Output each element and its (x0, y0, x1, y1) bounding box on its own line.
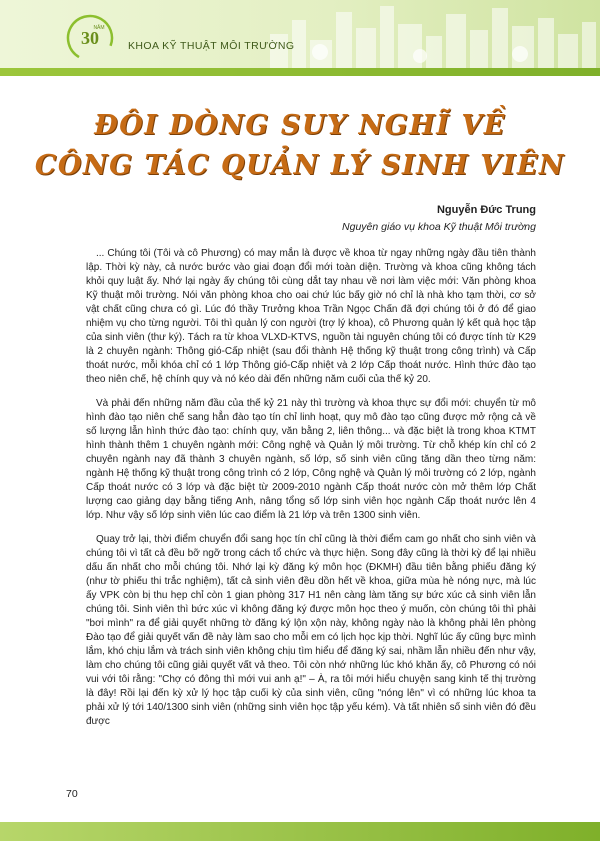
article-title-line2: CÔNG TÁC QUẢN LÝ SINH VIÊN (34, 150, 566, 181)
article-body (86, 247, 536, 739)
anniversary-logo-icon (66, 14, 114, 62)
article-author: Nguyễn Đức Trung (436, 204, 536, 216)
header-accent-bar (0, 68, 600, 76)
svg-text:30: 30 (81, 28, 99, 48)
footer-accent-bar (0, 822, 600, 841)
body-paragraph-2: Và phải đến những năm đầu của thế kỷ 21 này thì trường và khoa thực sự đổi mới: chuyển từ mô hình đào tạo niên chế sang hẳn đào tạo tín chỉ linh hoạt, quy mô đào tạo cũng được mở rộng cả về số lượng lẫn hình thức đào tạo: chính quy, văn bằng 2, liên thông... và đặc biệt là trong khoa KTMT hình thành thêm 1 chuyên ngành mới: Công nghệ và Quản lý môi trường. Từ chỗ khép kín chỉ có 2 chuyên ngành nay đã thành 3 chuyên ngành, số lớp, số sinh viên cũng tăng dần theo từng năm: ngành Hệ thống kỹ thuật trong công trình có 2 lớp, Công nghệ và Quản lý môi trường có 2 lớp, ngành Cấp thoát nước có 3 lớp và đặc biệt từ 2009-2010 ngành Cấp thoát nước còn mở thêm lớp Chất lượng cao giảng dạy bằng tiếng Anh, nâng tổng số lớp sinh viên học ngành Cấp thoát nước lên 4 lớp. Như vậy số lớp sinh viên lúc cao điểm là 21 lớp và trên 1300 sinh viên. (86, 398, 536, 521)
city-skyline-decoration (260, 0, 600, 70)
body-paragraph-1: ... Chúng tôi (Tôi và cô Phương) có may mắn là được về khoa từ ngay những ngày đầu tiên thành lập. Thời kỳ này, cả nước bước vào giai đoạn đổi mới toàn diện. Trường và khoa cũng không tách khỏi quy luật ấy. Nhớ lại ngày ấy chúng tôi cùng dắt tay nhau về nơi làm việc mới: Văn phòng khoa Kỹ thuật môi trường. Nói văn phòng khoa cho oai chứ lúc bấy giờ nó chỉ là nhà kho tạm thời, cơ sở vật chất cũng chưa có gì. Lúc đó thầy Trưởng khoa Trần Ngọc Chấn đã đợi chúng tôi ở đó để giao nhiệm vụ cho từng người. Tôi thì quản lý con người (trợ lý khoa), cô Phương quản lý kết quả học tập của sinh viên (thư ký). Tách ra từ khoa VLXD-KTVS, nguồn tài nguyên chúng tôi có được tính từ K29 là 2 chuyên ngành: Thông gió-Cấp nhiệt (sau đổi thành Hệ thống kỹ thuật trong công trình) và Cấp thoát nước, mỗi khóa chỉ có 1 lớp Thông gió-Cấp nhiệt và 2 lớp Cấp thoát nước. Hình thức đào tạo theo niên chế, hệ chính quy và nó kéo dài đến những năm cuối của thế kỷ 20. (86, 248, 536, 385)
page-number: 70 (66, 788, 78, 800)
svg-text:NĂM: NĂM (93, 25, 105, 31)
section-label: KHOA KỸ THUẬT MÔI TRƯỜNG (128, 40, 295, 52)
article-title-line1: ĐÔI DÒNG SUY NGHĨ VỀ (94, 110, 506, 141)
body-paragraph-3: Quay trở lại, thời điểm chuyển đổi sang học tín chỉ cũng là thời điểm cam go nhất cho sinh viên và chúng tôi vì tất cả đều bỡ ngỡ trong cách tổ chức và thực hiện. Song đây cũng là thời kỳ để lại nhiều dấu ấn nhất cho mỗi chúng tôi. Nhớ lại kỳ đăng ký môn học (ĐKMH) đầu tiên bằng phiếu đăng ký (như tờ phiếu thi trắc nghiệm), tất cả sinh viên đều dồn hết về khoa, giữa mùa hè nóng nực, mà lúc ấy VPK còn bị thu hẹp chỉ còn 1 gian phòng 317 H1 nên càng làm tăng sự bức xúc cả sinh viên lẫn chúng tôi. Sinh viên thì bức xúc vì không đăng ký được môn học theo ý muốn, còn chúng tôi thì phải "bơi mình" ra để giải quyết những tờ đăng ký lộn xộn này, không ngày nào là không phải lên phòng Đào tạo để giải quyết vấn đề này làm sao cho mỗi em có lịch học kịp thời. Nghĩ lúc ấy cũng bực mình lắm, khó chịu lắm và trách sinh viên không chịu tìm hiểu để đăng ký sai, nhầm lẫn nhiều đến như vậy, làm cho chúng tôi cũng giải quyết vất vả theo. Tôi còn nhớ những lúc khó khăn ấy, cô Phương có nói vui với tôi rằng: "Chợ có đông thì mới vui anh ạ!" – À, ra tôi mới hiểu chuyện sang kinh tế thị trường là đây! Rồi lại đến kỳ xử lý học tập cuối kỳ của sinh viên, cũng "nóng lên" vì có những lúc khoa ta phải xử lý tới 140/1300 sinh viên (những sinh viên học tập yếu kém). Và tất nhiên số sinh viên đó đều được (86, 534, 536, 727)
author-affiliation: Nguyên giáo vụ khoa Kỹ thuật Môi trường (342, 221, 536, 233)
